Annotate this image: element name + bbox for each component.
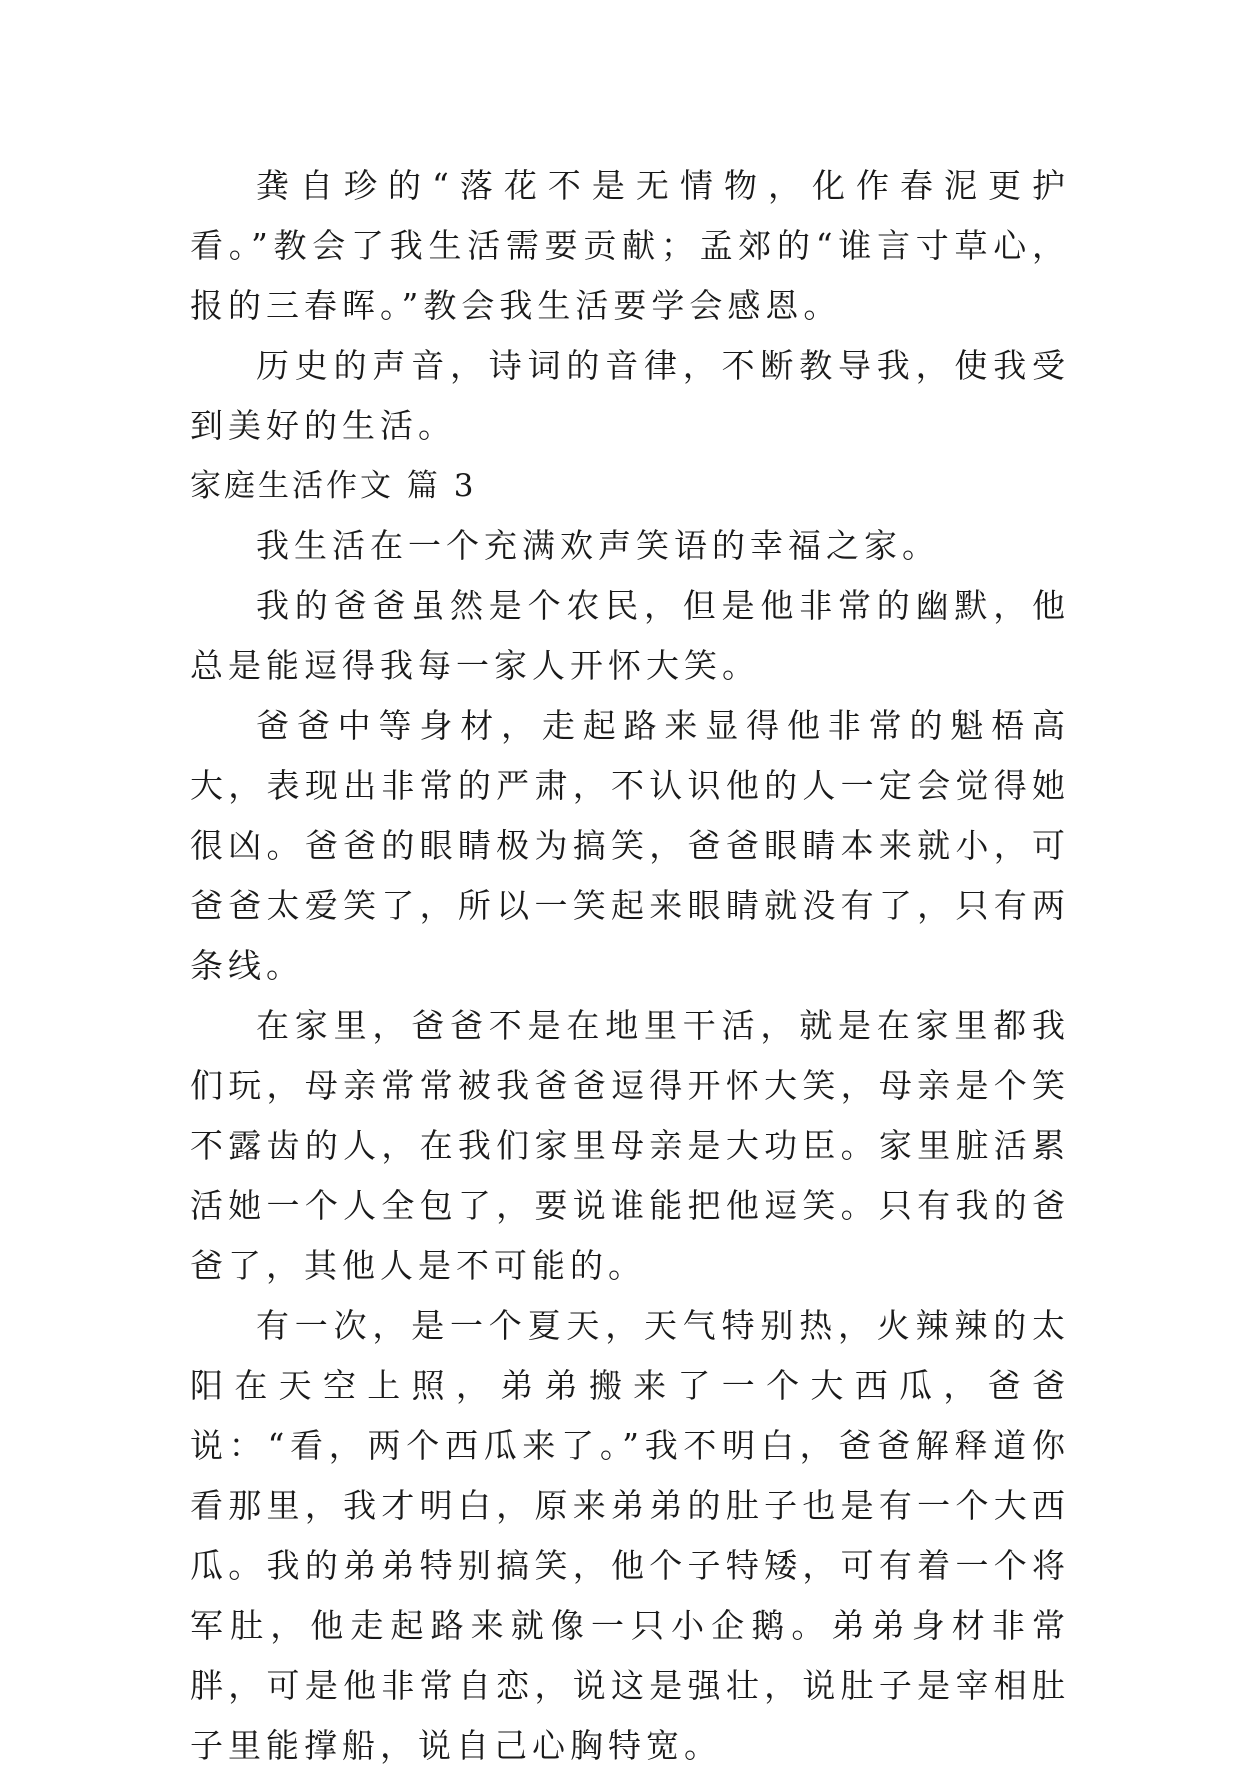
- paragraph: 龚自珍的“落花不是无情物，化作春泥更护看。”教会了我生活需要贡献；孟郊的“谁言寸草心，报的三春晖。”教会我生活要学会感恩。: [190, 166, 1070, 325]
- paragraph: 爸爸中等身材，走起路来显得他非常的魁梧高大，表现出非常的严肃，不认识他的人一定会觉得她很凶。爸爸的眼睛极为搞笑，爸爸眼睛本来就小，可爸爸太爱笑了，所以一笑起来眼睛就没有了，只有两条线。: [190, 706, 1070, 985]
- paragraph: 我生活在一个充满欢声笑语的幸福之家。: [256, 526, 940, 565]
- paragraph: 在家里，爸爸不是在地里干活，就是在家里都我们玩，母亲常常被我爸爸逗得开怀大笑，母亲是个笑不露齿的人，在我们家里母亲是大功臣。家里脏活累活她一个人全包了，要说谁能把他逗笑。只有我的爸爸了，其他人是不可能的。: [190, 1006, 1070, 1285]
- paragraph: 有一次，是一个夏天，天气特别热，火辣辣的太阳在天空上照，弟弟搬来了一个大西瓜，爸爸说：“看，两个西瓜来了。”我不明白，爸爸解释道你看那里，我才明白，原来弟弟的肚子也是有一个大西瓜。我的弟弟特别搞笑，他个子特矮，可有着一个将军肚，他走起路来就像一只小企鹅。弟弟身材非常胖，可是他非常自恋，说这是强壮，说肚子是宰相肚子里能撑船，说自己心胸特宽。: [190, 1306, 1070, 1765]
- document-page: [190, 156, 1070, 1776]
- paragraph: 历史的声音，诗词的音律，不断教导我，使我受到美好的生活。: [190, 346, 1070, 445]
- paragraph: 我的爸爸虽然是个农民，但是他非常的幽默，他总是能逗得我每一家人开怀大笑。: [190, 586, 1070, 685]
- section-title: 家庭生活作文 篇 3: [190, 468, 477, 504]
